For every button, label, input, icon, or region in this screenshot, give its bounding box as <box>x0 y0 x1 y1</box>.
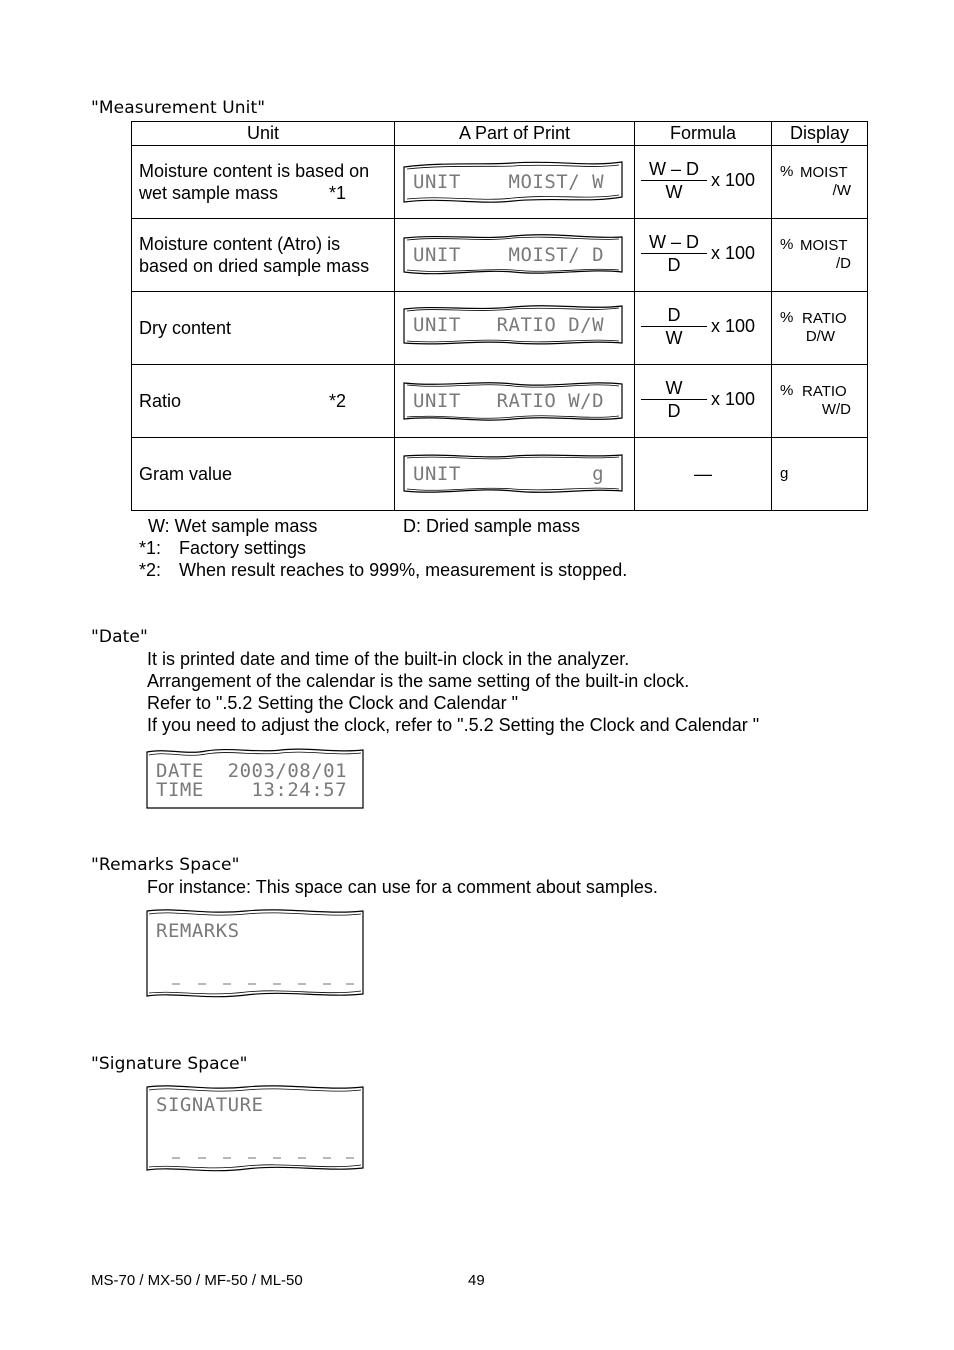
header-print: A Part of Print <box>395 122 635 146</box>
footnote2-mark: *2: <box>139 560 162 580</box>
table-row <box>132 146 868 219</box>
print-slip <box>403 302 623 348</box>
formula-numerator: W – D <box>648 159 699 179</box>
print-text: UNIT MOIST/ W <box>413 171 605 193</box>
table-row <box>132 438 868 511</box>
print-cell <box>395 365 635 438</box>
formula-fraction <box>641 305 707 348</box>
unit-text-line1: Dry content <box>139 318 232 338</box>
footnote2-text: When result reaches to 999%, measurement is stopped. <box>179 560 628 580</box>
display-line1: RATIO <box>802 383 847 400</box>
unit-text-line2: based on dried sample mass <box>139 256 370 276</box>
footnote1-text: Factory settings <box>179 538 307 558</box>
formula-multiplier: x 100 <box>711 389 756 409</box>
display-cell <box>772 292 868 365</box>
print-cell <box>395 146 635 219</box>
display-line2: /W <box>832 182 851 199</box>
print-cell <box>395 438 635 511</box>
display-cell <box>772 146 868 219</box>
display-line2: /D <box>836 255 851 272</box>
fraction-bar <box>641 253 707 254</box>
footnote1-mark: *1: <box>139 538 162 558</box>
display-cell <box>772 438 868 511</box>
formula-multiplier: x 100 <box>711 316 756 336</box>
footer-page-number: 49 <box>468 1272 485 1289</box>
signature-print-slip <box>146 1082 364 1176</box>
unit-cell <box>132 292 395 365</box>
date-line1: It is printed date and time of the built-in clock in the analyzer. <box>147 649 630 669</box>
unit-text-line1: Moisture content is based on <box>139 161 370 181</box>
formula-numerator: W <box>665 378 683 398</box>
date-line4: If you need to adjust the clock, refer to ".5.2 Setting the Clock and Calendar " <box>147 715 760 735</box>
legend-d: D: Dried sample mass <box>403 516 581 536</box>
display-line1: MOIST <box>800 237 848 254</box>
fraction-bar <box>641 399 707 400</box>
display-percent: % <box>780 309 794 326</box>
display-percent: % <box>780 236 794 253</box>
remarks-print-label: REMARKS <box>156 920 240 942</box>
display-percent: % <box>780 382 794 399</box>
footnote-mark: *2 <box>329 391 347 411</box>
header-unit: Unit <box>132 122 395 146</box>
date-heading: "Date" <box>91 627 148 647</box>
formula-denominator: D <box>667 255 681 275</box>
print-cell <box>395 292 635 365</box>
header-display: Display <box>772 122 868 146</box>
date-print-line1: DATE 2003/08/01 <box>156 760 348 782</box>
remarks-print-slip <box>146 906 364 1002</box>
footnote-mark: *1 <box>329 183 347 203</box>
formula-numerator: W – D <box>648 232 699 252</box>
print-text: UNIT RATIO W/D <box>413 390 605 412</box>
fraction-bar <box>641 326 707 327</box>
formula-denominator: W <box>665 328 683 348</box>
remarks-heading: "Remarks Space" <box>91 855 240 875</box>
formula-cell <box>635 146 772 219</box>
unit-text-line1: Moisture content (Atro) is <box>139 234 341 254</box>
formula-fraction <box>641 159 707 202</box>
unit-cell <box>132 219 395 292</box>
measurement-unit-heading: "Measurement Unit" <box>91 98 266 118</box>
date-print-line2: TIME 13:24:57 <box>156 779 348 801</box>
remarks-line: For instance: This space can use for a comment about samples. <box>147 877 658 897</box>
display-line1: g <box>780 465 789 482</box>
print-slip <box>403 451 623 497</box>
unit-text-line2-wrap <box>139 182 394 204</box>
measurement-unit-table <box>131 121 868 511</box>
table-header-row <box>132 122 868 146</box>
formula-multiplier: x 100 <box>711 170 756 190</box>
unit-cell <box>132 365 395 438</box>
display-cell <box>772 219 868 292</box>
unit-text-line1: Ratio <box>139 391 182 411</box>
display-line2: D/W <box>805 328 835 345</box>
header-formula: Formula <box>635 122 772 146</box>
signature-print-label: SIGNATURE <box>156 1094 264 1116</box>
print-slip <box>403 378 623 424</box>
formula-cell <box>635 438 772 511</box>
formula-cell <box>635 219 772 292</box>
print-text: UNIT RATIO D/W <box>413 314 605 336</box>
print-text: UNIT MOIST/ D <box>413 244 605 266</box>
unit-cell <box>132 146 395 219</box>
print-slip <box>403 159 623 205</box>
date-line3: Refer to ".5.2 Setting the Clock and Calendar " <box>147 693 518 713</box>
formula-cell <box>635 365 772 438</box>
signature-heading: "Signature Space" <box>91 1054 248 1074</box>
unit-text-line2: wet sample mass <box>139 183 279 203</box>
unit-text-wrap <box>139 390 394 412</box>
display-line2: W/D <box>821 401 851 418</box>
unit-text-line1: Gram value <box>139 464 233 484</box>
unit-cell <box>132 438 395 511</box>
fraction-bar <box>641 180 707 181</box>
legend-w: W: Wet sample mass <box>148 516 318 536</box>
display-line1: MOIST <box>800 164 848 181</box>
table-row <box>132 365 868 438</box>
table-row <box>132 292 868 365</box>
formula-denominator: W <box>665 182 683 202</box>
print-text: UNIT g <box>413 463 605 485</box>
print-cell <box>395 219 635 292</box>
display-line1: RATIO <box>802 310 847 327</box>
formula-fraction <box>641 378 707 421</box>
formula-denominator: D <box>667 401 681 421</box>
formula-fraction <box>641 232 707 275</box>
print-slip <box>403 232 623 278</box>
formula-dash: — <box>694 463 712 484</box>
date-line2: Arrangement of the calendar is the same setting of the built-in clock. <box>147 671 690 691</box>
formula-multiplier: x 100 <box>711 243 756 263</box>
display-cell <box>772 365 868 438</box>
display-percent: % <box>780 163 794 180</box>
date-print-slip <box>146 746 364 810</box>
table-row <box>132 219 868 292</box>
footer-models: MS-70 / MX-50 / MF-50 / ML-50 <box>91 1272 303 1289</box>
formula-numerator: D <box>667 305 681 325</box>
formula-cell <box>635 292 772 365</box>
